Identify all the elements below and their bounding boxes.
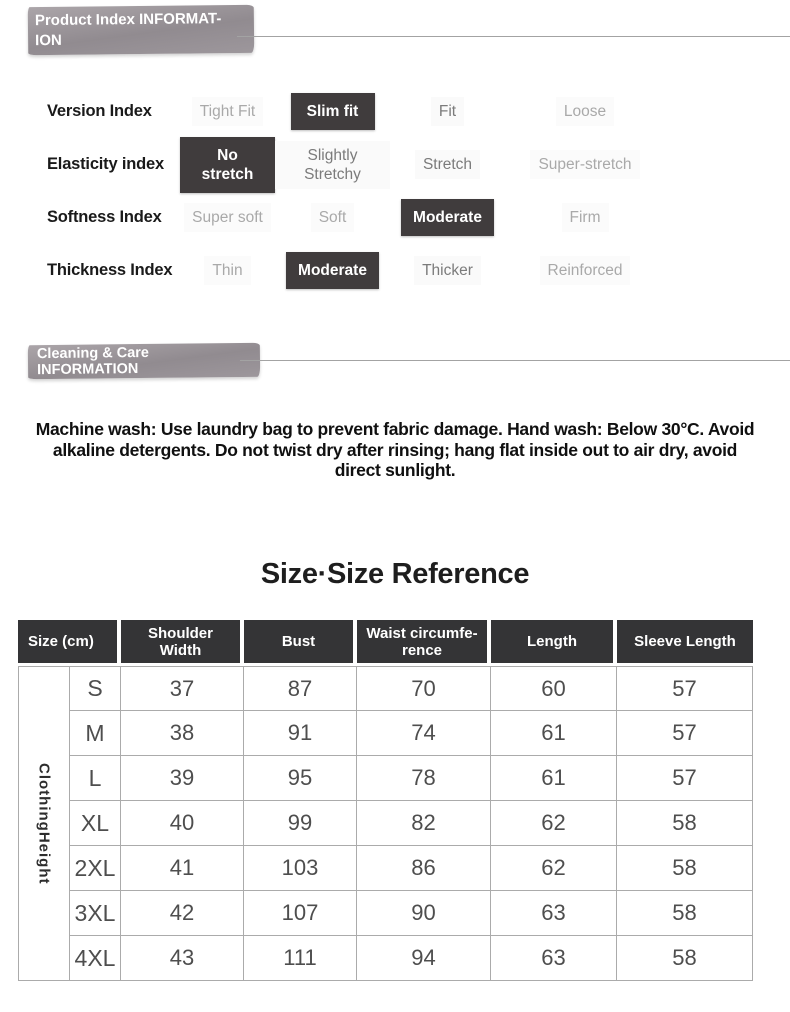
col-header-shoulder-width: Shoulder Width <box>121 620 244 666</box>
size-value: 62 <box>491 801 617 846</box>
care-banner <box>28 343 260 379</box>
index-option: Fit <box>431 97 464 126</box>
size-value: 57 <box>617 756 753 801</box>
col-header-length: Length <box>491 620 617 666</box>
size-row-label: S <box>70 666 121 711</box>
size-value: 40 <box>121 801 244 846</box>
size-value: 42 <box>121 891 244 936</box>
index-option: Loose <box>556 97 614 126</box>
index-row-label-thickness: Thickness Index <box>47 261 173 279</box>
index-option-selected: Moderate <box>401 199 494 236</box>
index-row-label-elasticity: Elasticity index <box>47 155 164 173</box>
size-value: 90 <box>357 891 491 936</box>
size-value: 87 <box>244 666 357 711</box>
size-value: 70 <box>357 666 491 711</box>
index-row-label-version: Version Index <box>47 102 152 120</box>
size-value: 58 <box>617 801 753 846</box>
index-option: Tight Fit <box>192 97 263 126</box>
index-option: Super soft <box>184 203 271 232</box>
size-value: 58 <box>617 846 753 891</box>
size-value: 41 <box>121 846 244 891</box>
size-row-label: 2XL <box>70 846 121 891</box>
size-value: 63 <box>491 936 617 981</box>
divider-line <box>237 36 790 37</box>
index-option-selected: No stretch <box>180 137 275 193</box>
size-value: 78 <box>357 756 491 801</box>
size-value: 62 <box>491 846 617 891</box>
size-value: 61 <box>491 756 617 801</box>
size-value: 39 <box>121 756 244 801</box>
size-value: 107 <box>244 891 357 936</box>
care-banner-label: Cleaning & Care INFORMATION <box>36 344 149 379</box>
size-value: 37 <box>121 666 244 711</box>
index-option: Stretch <box>415 150 480 179</box>
size-value: 74 <box>357 711 491 756</box>
size-row-label: M <box>70 711 121 756</box>
size-reference-title: Size·Size Reference <box>260 558 530 590</box>
size-value: 99 <box>244 801 357 846</box>
index-option: Super-stretch <box>530 150 639 179</box>
size-row-label: 3XL <box>70 891 121 936</box>
col-header-size: Size (cm) <box>18 620 121 666</box>
col-header-bust: Bust <box>244 620 357 666</box>
index-option: Firm <box>562 203 609 232</box>
size-value: 111 <box>244 936 357 981</box>
size-row-label: XL <box>70 801 121 846</box>
size-value: 63 <box>491 891 617 936</box>
size-value: 91 <box>244 711 357 756</box>
row-group-header-clothing-height: ClothingHeight <box>18 666 70 981</box>
size-row-label: L <box>70 756 121 801</box>
index-option-selected: Slim fit <box>291 93 375 130</box>
product-index-banner <box>28 5 254 55</box>
size-value: 43 <box>121 936 244 981</box>
index-option: Slightly Stretchy <box>275 141 390 189</box>
size-value: 103 <box>244 846 357 891</box>
index-row-label-softness: Softness Index <box>47 208 162 226</box>
size-value: 57 <box>617 711 753 756</box>
index-option: Thicker <box>414 256 481 285</box>
size-value: 38 <box>121 711 244 756</box>
size-value: 82 <box>357 801 491 846</box>
size-value: 60 <box>491 666 617 711</box>
size-value: 57 <box>617 666 753 711</box>
index-option: Reinforced <box>540 256 631 285</box>
size-value: 61 <box>491 711 617 756</box>
col-header-sleeve-length: Sleeve Length <box>617 620 753 666</box>
product-index-table <box>40 85 665 297</box>
size-value: 95 <box>244 756 357 801</box>
index-option: Soft <box>311 203 355 232</box>
size-value: 86 <box>357 846 491 891</box>
size-value: 94 <box>357 936 491 981</box>
care-instructions-text: Machine wash: Use laundry bag to prevent fabric damage. Hand wash: Below 30°C. Avoid alkaline detergents. Do not twist dry after rinsing; hang flat inside out to air dry, avoid direct sunlight. <box>35 419 755 480</box>
size-value: 58 <box>617 891 753 936</box>
divider-line <box>240 360 790 361</box>
product-index-banner-label: Product Index INFORMAT- ION <box>34 10 222 50</box>
size-value: 58 <box>617 936 753 981</box>
index-option-selected: Moderate <box>286 252 379 289</box>
size-reference-table <box>18 620 753 981</box>
index-option: Thin <box>204 256 250 285</box>
col-header-waist: Waist circumfe- rence <box>357 620 491 666</box>
size-row-label: 4XL <box>70 936 121 981</box>
